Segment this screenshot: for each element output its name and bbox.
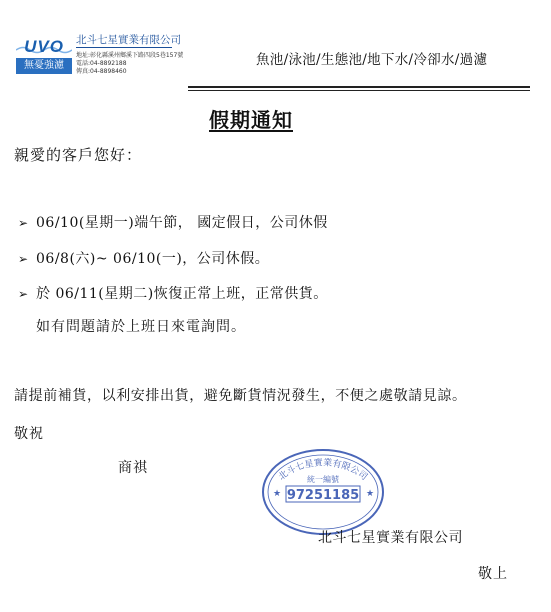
header-company-name: 北斗七星實業有限公司 (76, 34, 181, 46)
company-logo (16, 36, 72, 76)
notice-title: 假期通知 (209, 108, 293, 132)
header-address: 地址:彰化縣溪州鄉溪下路四段5巷157號 (76, 52, 184, 59)
notice-greeting: 親愛的客戶您好： (14, 146, 143, 164)
notice-item (18, 283, 328, 303)
closing-salutation: 敬祝 (14, 426, 44, 442)
closing-wish: 商祺 (118, 460, 148, 476)
notice-item-text: 06/10(星期一)端午節， 國定假日，公司休假 (36, 215, 328, 231)
header-services: 魚池/泳池/生態池/地下水/冷卻水/過濾 (256, 52, 488, 68)
header-rule-thin (188, 90, 530, 91)
logo-tagline: 無憂強濾 (16, 58, 72, 74)
header-fax: 傳真:04-8898460 (76, 68, 127, 75)
seal-star-icon: ★ (366, 489, 375, 499)
logo-brand-text: UVO (24, 37, 64, 56)
header-rule (188, 86, 530, 88)
bullet-arrow-icon: ➢ (18, 287, 29, 301)
notice-item (18, 212, 328, 232)
bullet-arrow-icon: ➢ (18, 216, 29, 230)
signature-company: 北斗七星實業有限公司 (318, 530, 463, 546)
seal-star-icon: ★ (273, 489, 282, 499)
header-phone: 電話:04-8892188 (76, 60, 127, 67)
seal-number: 97251185 (286, 488, 360, 503)
bullet-arrow-icon: ➢ (18, 252, 29, 266)
company-seal-stamp (258, 446, 388, 538)
sign-off: 敬上 (478, 566, 508, 582)
notice-item-text: 於 06/11(星期二)恢復正常上班，正常供貨。 (36, 286, 328, 302)
notice-note: 如有問題請於上班日來電詢問。 (36, 319, 246, 335)
notice-reminder: 請提前補貨，以利安排出貨，避免斷貨情況發生，不便之處敬請見諒。 (14, 388, 467, 404)
seal-label: 統一編號 (307, 475, 339, 484)
notice-item-text: 06/8(六)~ 06/10(一)，公司休假。 (36, 251, 270, 267)
seal-arc-text: 北斗七星實業有限公司 (277, 458, 369, 483)
notice-item (18, 248, 269, 268)
header-company-underline (76, 47, 172, 48)
